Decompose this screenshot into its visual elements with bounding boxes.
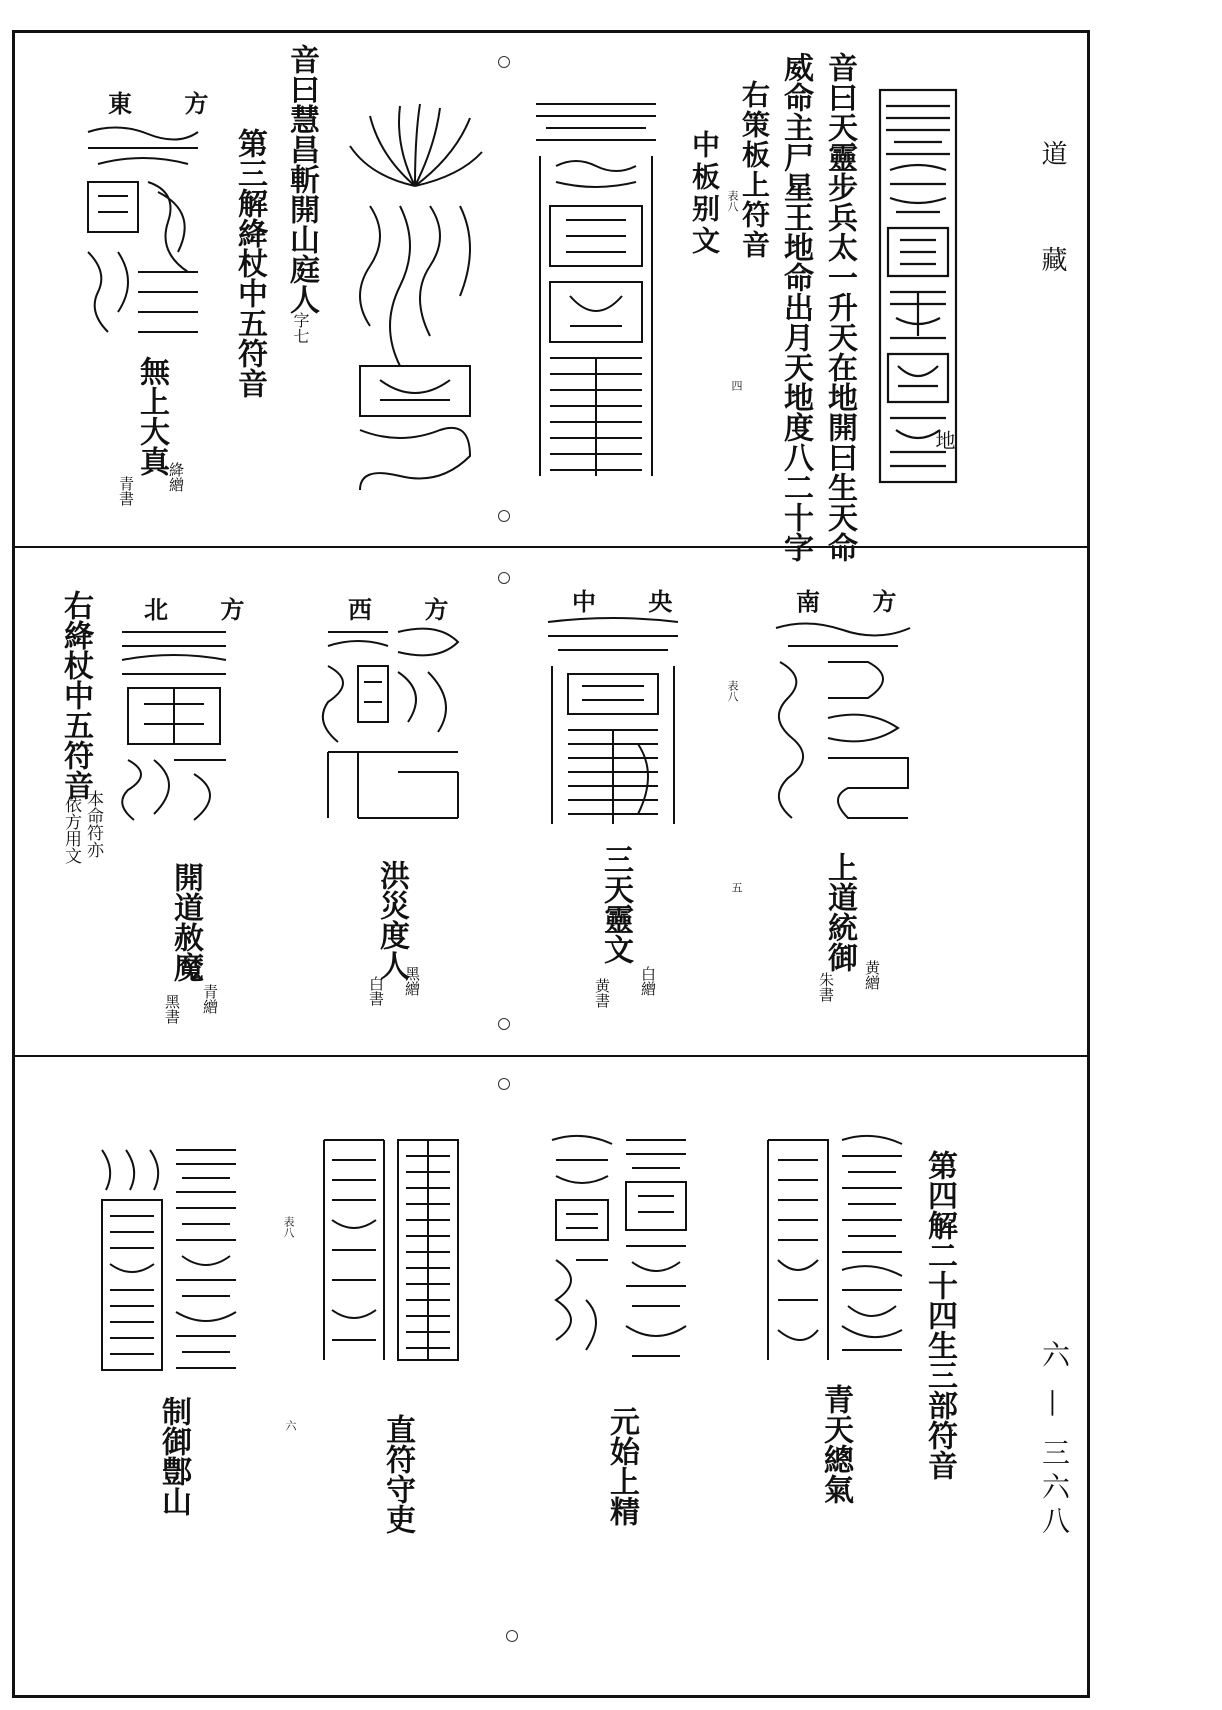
talisman-north — [114, 624, 234, 824]
west-ink-note: 白書 — [367, 976, 385, 1006]
seal-script-talisman — [876, 86, 960, 486]
direction-heading-center — [572, 582, 694, 617]
margin-mark: 五 — [730, 882, 743, 893]
talisman-glyph — [96, 1140, 246, 1380]
binding-hole — [498, 1018, 510, 1030]
text-column-5: 音曰慧昌斬開山庭人 — [284, 44, 319, 314]
direction-heading-east — [108, 84, 230, 119]
east-ink-note: 青書 — [117, 476, 135, 506]
margin-mark: 表八 — [726, 680, 739, 702]
talisman-east — [78, 122, 208, 342]
binding-hole — [498, 1078, 510, 1090]
margin-mark: 表八 — [282, 1216, 295, 1238]
talisman-south — [768, 618, 918, 828]
direction-label: 中 央 — [572, 587, 695, 616]
text-note: 字七 — [291, 312, 310, 344]
panel-divider-2 — [15, 1055, 1087, 1057]
direction-heading-north — [144, 590, 266, 625]
north-ink-note: 黑書 — [163, 994, 181, 1024]
summary-note: 本命符亦 — [83, 790, 103, 858]
direction-label: 西 方 — [348, 595, 471, 624]
east-caption: 無上大真 — [134, 356, 169, 476]
binding-hole — [498, 510, 510, 522]
direction-label: 北 方 — [144, 595, 267, 624]
direction-heading-south — [796, 582, 918, 617]
direction-label: 南 方 — [796, 587, 919, 616]
talisman-center — [538, 614, 688, 834]
page-number: 六 — 三六八 — [1038, 1340, 1071, 1540]
talisman-caption: 制御鄷山 — [156, 1396, 191, 1516]
center-ink-note: 黄書 — [593, 978, 611, 1008]
center-caption: 三天靈文 — [598, 844, 633, 964]
east-cloth-note: 絳繒 — [167, 462, 185, 492]
west-cloth-note: 黑繒 — [403, 966, 421, 996]
direction-label: 東 方 — [108, 89, 231, 118]
direction-heading-west — [348, 590, 470, 625]
section-title: 第四解二十四生三部符音 — [922, 1150, 957, 1480]
binding-hole — [498, 572, 510, 584]
text-column-1: 音曰天靈步兵太一升天在地開曰生天命 — [822, 52, 857, 562]
west-caption: 洪災度人 — [374, 860, 409, 980]
summary-note: 依方用文 — [61, 796, 81, 864]
talisman-caption: 元始上精 — [604, 1406, 639, 1526]
south-ink-note: 朱書 — [817, 972, 835, 1002]
talisman-caption: 青天總氣 — [818, 1384, 853, 1504]
text-column-2: 威命主尸星王地命出月天地度八二十字 — [778, 52, 813, 562]
text-column-4: 中板别文 — [688, 130, 721, 258]
talisman-glyph — [318, 1130, 468, 1370]
south-cloth-note: 黄繒 — [863, 960, 881, 990]
text-column-3: 右策板上符音 — [738, 80, 771, 260]
binding-hole — [498, 56, 510, 68]
talisman-glyph — [340, 96, 490, 496]
north-caption: 開道赦魔 — [168, 862, 203, 982]
margin-mark: 表八 — [726, 190, 739, 212]
collection-title: 道 藏 — [1037, 140, 1067, 309]
talisman-glyph — [762, 1130, 912, 1370]
talisman-glyph: 地 — [932, 430, 956, 450]
panel-divider-1 — [15, 546, 1087, 548]
center-cloth-note: 白繒 — [639, 966, 657, 996]
margin-mark: 四 — [730, 380, 743, 391]
talisman-glyph — [526, 96, 666, 486]
margin-mark: 六 — [284, 1420, 297, 1431]
talisman-glyph — [546, 1130, 696, 1370]
north-cloth-note: 青繒 — [201, 984, 219, 1014]
binding-hole — [506, 1630, 518, 1642]
summary-column: 右絳杖中五符音 — [58, 590, 93, 800]
text-column-6: 第三解絳杖中五符音 — [232, 128, 267, 398]
south-caption: 上道統御 — [822, 852, 857, 972]
talisman-caption: 直符守吏 — [380, 1414, 415, 1534]
talisman-west — [318, 622, 468, 822]
